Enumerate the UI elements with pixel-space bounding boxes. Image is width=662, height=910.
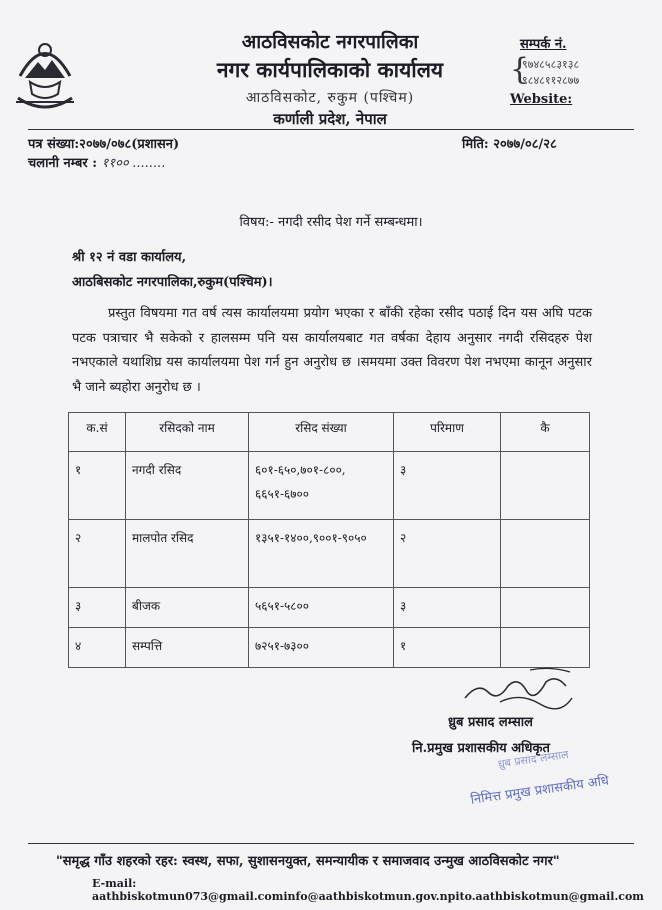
column-header: रसिद संख्या: [249, 413, 394, 452]
table-cell: ६०१-६५०,७०१-८००, ६६५१-६७००: [249, 452, 394, 520]
addressee-line: श्री १२ नं वडा कार्यालय,: [72, 250, 187, 265]
table-cell: ३: [394, 588, 501, 628]
svg-text:ध्रुब प्रसाद लम्साल: ध्रुब प्रसाद लम्साल: [497, 747, 570, 771]
letter-date: मिति: २०७७/०८/२८: [462, 137, 557, 152]
table-row: [69, 452, 590, 520]
org-name: आठविसकोट नगरपालिका: [241, 31, 419, 53]
table-cell: १: [69, 452, 126, 520]
office-stamp: [460, 736, 620, 816]
table-cell: नगदी रसिद: [126, 452, 249, 520]
table-cell: बीजक: [126, 588, 249, 628]
phone-number: ९७४८५८३१३८: [522, 58, 580, 71]
table-row: [69, 588, 590, 628]
letter-subject: विषय:- नगदी रसीद पेश गर्ने सम्बन्धमा।: [239, 215, 423, 230]
nepal-emblem-icon: [10, 36, 80, 116]
dispatch-number: [28, 153, 166, 171]
header-divider: [28, 129, 634, 130]
table-cell: [501, 452, 590, 520]
handwritten-signature: [460, 662, 580, 712]
addressee-line: आठबिसकोट नगरपालिका,रुकुम(पश्चिम)।: [72, 275, 273, 290]
table-row: [69, 520, 590, 588]
table-cell: [501, 588, 590, 628]
footer-email: E-mail: aathbiskotmun073@gmail.cominfo@aathbiskotmun.gov.npito.aathbiskotmun@gmail.com: [92, 877, 644, 903]
website-label: Website:: [510, 92, 573, 107]
contact-label: सम्पर्क नं.: [520, 37, 567, 52]
dispatch-label: चलानी नम्बर :: [28, 156, 98, 171]
table-cell: १: [394, 628, 501, 668]
svg-text:निमित्त प्रमुख प्रशासकीय अधि: निमित्त प्रमुख प्रशासकीय अधि: [469, 773, 610, 808]
column-header: रसिदको नाम: [126, 413, 249, 452]
province-name: कर्णाली प्रदेश, नेपाल: [273, 110, 387, 128]
table-cell: ४: [69, 628, 126, 668]
office-name: नगर कार्यपालिकाको कार्यालय: [216, 57, 444, 82]
signer-name: ध्रुब प्रसाद लम्साल: [448, 715, 533, 730]
reference-number: पत्र संख्या:२०७७/०७८(प्रशासन): [28, 137, 180, 152]
phone-number: ९८४८११२८७७: [522, 74, 580, 87]
table-cell: [501, 520, 590, 588]
table-cell: ५६५१-५८००: [249, 588, 394, 628]
brace-icon: {: [510, 52, 530, 87]
table-cell: ३: [69, 588, 126, 628]
column-header: परिमाण: [394, 413, 501, 452]
table-cell: सम्पत्ति: [126, 628, 249, 668]
table-cell: ३: [394, 452, 501, 520]
receipt-table: [68, 412, 590, 668]
office-location: आठविसकोट, रुकुम (पश्चिम): [245, 90, 415, 106]
table-header-row: [69, 413, 590, 452]
footer-divider: [28, 843, 634, 844]
letter-body: प्रस्तुत विषयमा गत वर्ष त्यस कार्यालयमा प्रयोग भएका र बाँकी रहेका रसीद पठाई दिन यस अघि पटक पटक पत्राचार भै सकेको र हालसम्म पनि यस कार्यालयबाट गत वर्षका देहाय अनुसार नगदी रसिदहरु पेश नभएकाले यथाशिघ्र यस कार्यालयमा पेश गर्न हुन अनुरोध छ ।समयमा उक्त विवरण पेश नभएमा कानून अनुसार भै जाने ब्यहोरा अनुरोध छ ।: [72, 306, 592, 395]
signer-title: नि.प्रमुख प्रशासकीय अधिकृत: [412, 741, 550, 756]
footer-slogan: "समृद्ध गाँउ शहरको रहर: स्वस्थ, सफा, सुशासनयुक्त, समन्यायीक र समाजवाद उन्मुख आठविसकोट नगर": [56, 854, 560, 869]
dispatch-value: ११०० ........: [101, 156, 166, 171]
column-header: क.सं: [69, 413, 126, 452]
table-cell: १३५१-१४००,९००१-९०५०: [249, 520, 394, 588]
table-cell: २: [69, 520, 126, 588]
table-cell: २: [394, 520, 501, 588]
table-cell: ७२५१-७३००: [249, 628, 394, 668]
table-cell: मालपोत रसिद: [126, 520, 249, 588]
column-header: कै: [501, 413, 590, 452]
